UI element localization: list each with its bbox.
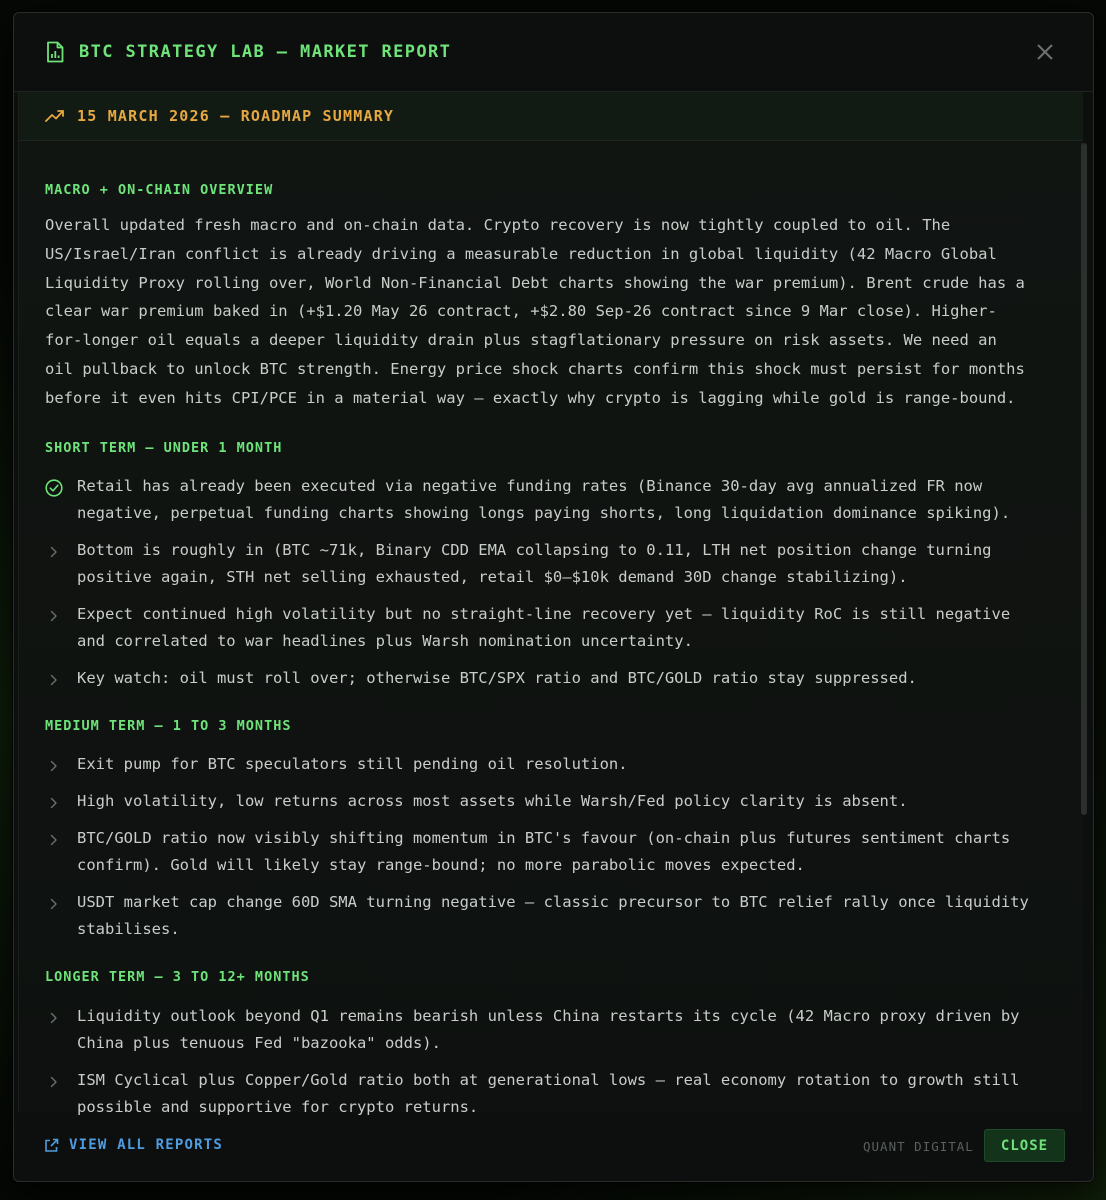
chevron-right-icon bbox=[45, 607, 63, 625]
text-line: for-longer oil equals a deeper liquidity drain plus stagflationary pressure on risk assets. We need an bbox=[45, 331, 997, 350]
text-line: Retail has already been executed via negative funding rates (Binance 30-day avg annualized FR now bbox=[77, 477, 983, 495]
market-report-modal bbox=[13, 12, 1094, 1182]
chevron-right-icon bbox=[45, 794, 63, 812]
text-line: Overall updated fresh macro and on-chain data. Crypto recovery is now tightly coupled to oil. The bbox=[45, 216, 951, 234]
list-item-text bbox=[77, 825, 1067, 879]
text-line: US/Israel/Iran conflict is already driving a measurable reduction in global liquidity (42 Macro Global bbox=[45, 244, 997, 263]
chevron-right-icon bbox=[45, 1009, 63, 1027]
chevron-right-icon bbox=[45, 895, 63, 913]
text-line: Key watch: oil must roll over; otherwise BTC/SPX ratio and BTC/GOLD ratio stay suppressed. bbox=[77, 669, 917, 687]
chevron-right-icon bbox=[45, 757, 63, 775]
section-heading-short: SHORT TERM — UNDER 1 MONTH bbox=[45, 440, 283, 456]
list-item-text bbox=[77, 665, 1067, 692]
report-content[interactable] bbox=[18, 92, 1083, 1116]
text-line: possible and supportive for crypto returns. bbox=[77, 1098, 479, 1116]
chevron-right-icon bbox=[45, 831, 63, 849]
chevron-right-icon bbox=[45, 671, 63, 689]
modal-footer bbox=[14, 1113, 1093, 1181]
brand-label: QUANT DIGITAL bbox=[863, 1139, 974, 1154]
text-line: High volatility, low returns across most assets while Warsh/Fed policy clarity is absent. bbox=[77, 792, 908, 810]
list-item-text bbox=[77, 788, 1067, 815]
modal-title: BTC STRATEGY LAB — MARKET REPORT bbox=[79, 42, 452, 62]
text-line: Liquidity outlook beyond Q1 remains bearish unless China restarts its cycle (42 Macro proxy driven by bbox=[77, 1007, 1020, 1025]
chevron-right-icon bbox=[45, 1073, 63, 1091]
text-line: confirm). Gold will likely stay range-bound; no more parabolic moves expected. bbox=[77, 856, 805, 874]
text-line: oil pullback to unlock BTC strength. Energy price shock charts confirm this shock must persist for months bbox=[45, 359, 1025, 378]
trending-up-icon bbox=[45, 109, 65, 123]
section-heading-longer: LONGER TERM — 3 TO 12+ MONTHS bbox=[45, 969, 310, 985]
text-line: clear war premium baked in (+$1.20 May 26 contract, +$2.80 Sep-26 contract since 9 Mar close). Higher- bbox=[45, 302, 997, 321]
list-item-text bbox=[77, 601, 1067, 655]
text-line: China plus tenuous Fed "bazooka" odds). bbox=[77, 1034, 441, 1052]
check-circle-icon bbox=[45, 479, 63, 497]
text-line: positive again, STH net selling exhausted, retail $0–$10k demand 30D change stabilizing). bbox=[77, 568, 908, 586]
macro-overview-text bbox=[45, 211, 1065, 413]
list-item-text bbox=[77, 1003, 1067, 1057]
summary-bar bbox=[19, 92, 1083, 141]
list-item-text bbox=[77, 751, 1067, 778]
view-all-reports-label: VIEW ALL REPORTS bbox=[69, 1137, 224, 1153]
list-item-text bbox=[77, 537, 1067, 591]
text-line: ISM Cyclical plus Copper/Gold ratio both at generational lows — real economy rotation to growth still bbox=[77, 1071, 1020, 1089]
section-heading-medium: MEDIUM TERM — 1 TO 3 MONTHS bbox=[45, 718, 292, 734]
text-line: Bottom is roughly in (BTC ~71k, Binary CDD EMA collapsing to 0.11, LTH net position change turning bbox=[77, 541, 992, 559]
close-icon[interactable] bbox=[1036, 43, 1054, 61]
list-item-text bbox=[77, 473, 1067, 527]
text-line: Expect continued high volatility but no straight-line recovery yet — liquidity RoC is still negative bbox=[77, 605, 1011, 623]
close-button[interactable]: CLOSE bbox=[984, 1129, 1065, 1162]
text-line: USDT market cap change 60D SMA turning negative — classic precursor to BTC relief rally once liquidity bbox=[77, 893, 1029, 911]
text-line: BTC/GOLD ratio now visibly shifting momentum in BTC's favour (on-chain plus futures sentiment charts bbox=[77, 829, 1011, 847]
modal-header bbox=[14, 13, 1093, 92]
text-line: before it even hits CPI/PCE in a material way — exactly why crypto is lagging while gold is range-bound. bbox=[45, 388, 1016, 407]
section-heading-macro: MACRO + ON-CHAIN OVERVIEW bbox=[45, 182, 274, 198]
text-line: Exit pump for BTC speculators still pending oil resolution. bbox=[77, 755, 628, 773]
external-link-icon bbox=[44, 1138, 59, 1153]
scrollbar[interactable] bbox=[1081, 143, 1087, 815]
text-line: and correlated to war headlines plus Warsh nomination uncertainty. bbox=[77, 632, 693, 650]
document-chart-icon bbox=[45, 41, 65, 63]
summary-title: 15 MARCH 2026 — ROADMAP SUMMARY bbox=[77, 107, 395, 125]
text-line: Liquidity Proxy rolling over, World Non-Financial Debt charts showing the war premium). Brent crude has a bbox=[45, 273, 1025, 292]
list-item-text bbox=[77, 889, 1067, 943]
text-line: stabilises. bbox=[77, 920, 180, 938]
text-line: negative, perpetual funding charts showing longs paying shorts, long liquidation dominance spiking). bbox=[77, 504, 1011, 522]
chevron-right-icon bbox=[45, 543, 63, 561]
